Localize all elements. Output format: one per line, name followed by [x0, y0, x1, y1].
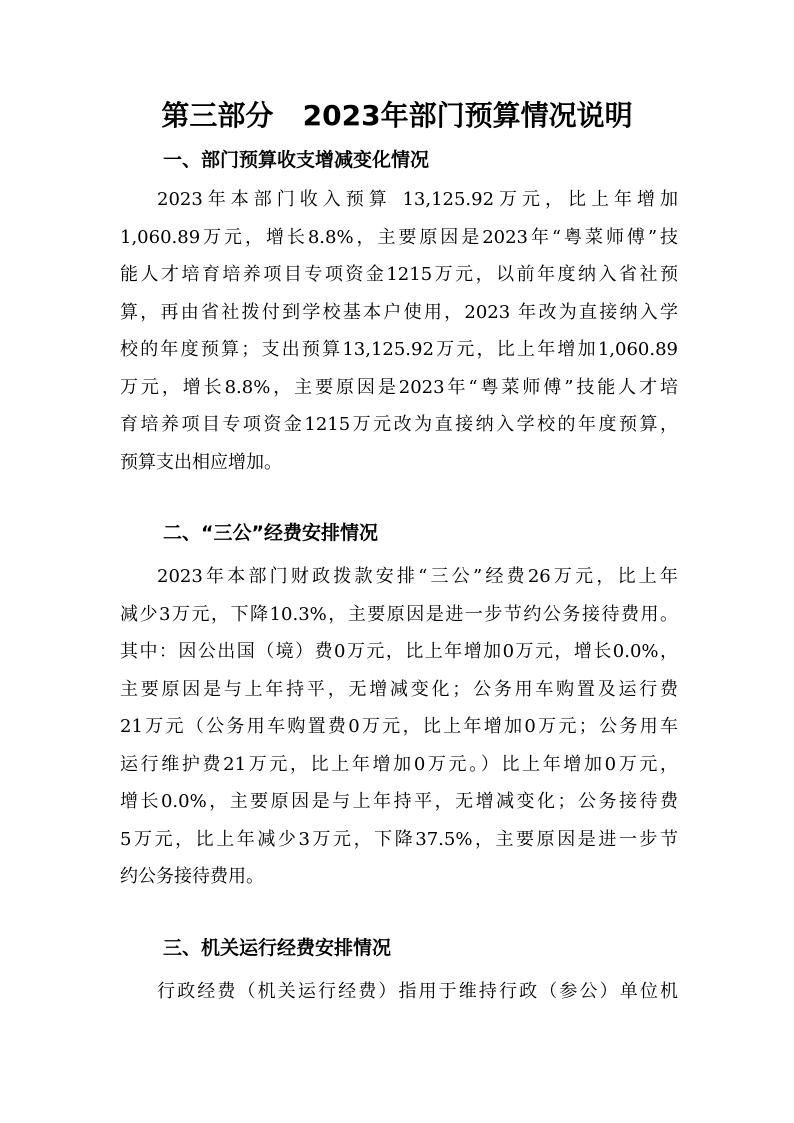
text-line: 预算支出相应增加。 — [120, 451, 282, 473]
text-line: 减少3万元，下降10.3%，主要原因是进一步节约公务接待费用。 — [120, 603, 678, 625]
text-line: 运行维护费21万元，比上年增加0万元。）比上年增加0万元， — [120, 753, 678, 775]
section-heading-budget-changes: 一、部门预算收支增减变化情况 — [163, 149, 430, 171]
text-line: 2023年本部门收入预算 13,125.92万元，比上年增加 — [157, 189, 678, 210]
page-title: 第三部分 2023年部门预算情况说明 — [161, 99, 633, 132]
text-line: 5万元，比上年减少3万元，下降37.5%，主要原因是进一步节 — [120, 828, 678, 850]
text-line: 主要原因是与上年持平，无增减变化；公务用车购置及运行费 — [120, 678, 678, 700]
text-line: 育培养项目专项资金1215万元改为直接纳入学校的年度预算， — [120, 414, 678, 435]
text-line: 万元，增长8.8%，主要原因是2023年“粤菜师傅”技能人才培 — [120, 376, 678, 398]
section-body-three-public-expenses — [120, 558, 678, 896]
section-body-budget-changes — [120, 181, 678, 481]
text-line: 其中：因公出国（境）费0万元，比上年增加0万元，增长0.0%， — [120, 641, 678, 662]
text-line: 2023年本部门财政拨款安排“三公”经费26万元，比上年 — [157, 566, 678, 587]
section-heading-operating-expenses: 三、机关运行经费安排情况 — [163, 937, 392, 959]
text-line: 1,060.89万元，增长8.8%，主要原因是2023年“粤菜师傅”技 — [120, 226, 678, 248]
text-line: 能人才培育培养项目专项资金1215万元，以前年度纳入省社预 — [120, 264, 678, 285]
text-line: 算，再由省社拨付到学校基本户使用，2023 年改为直接纳入学 — [120, 301, 678, 323]
text-line: 约公务接待费用。 — [120, 866, 264, 887]
section-body-operating-expenses — [120, 973, 678, 1011]
text-line: 21万元（公务用车购置费0万元，比上年增加0万元；公务用车 — [120, 716, 678, 737]
text-line: 行政经费（机关运行经费）指用于维持行政（参公）单位机 — [157, 981, 678, 1002]
text-line: 增长0.0%，主要原因是与上年持平，无增减变化；公务接待费 — [120, 791, 678, 812]
text-line: 校的年度预算；支出预算13,125.92万元，比上年增加1,060.89 — [120, 339, 678, 360]
section-heading-three-public-expenses: 二、“三公”经费安排情况 — [163, 522, 378, 544]
